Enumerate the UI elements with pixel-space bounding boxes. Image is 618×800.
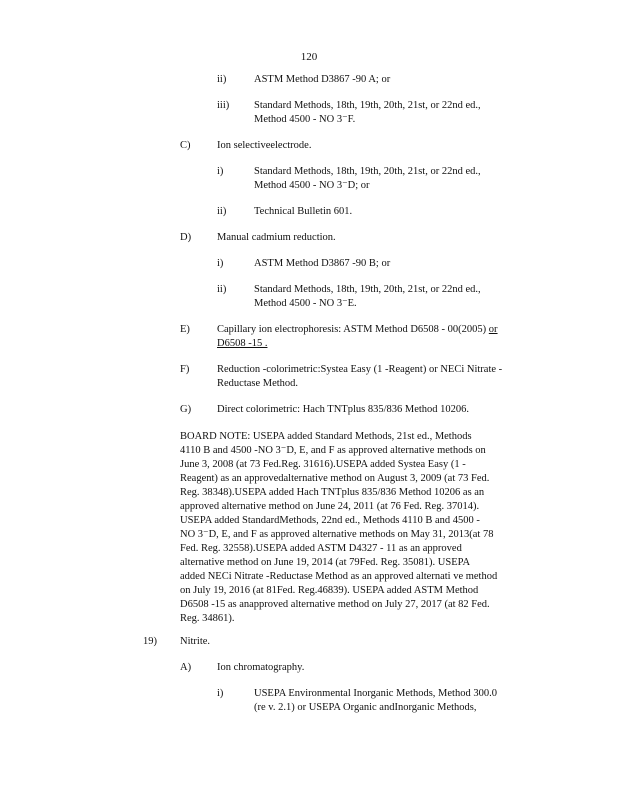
item-line: Method 4500 - NO 3⁻E. xyxy=(254,298,357,309)
item-line: Reductase Method. xyxy=(217,378,299,389)
item-label: ii) xyxy=(217,284,227,295)
section-heading xyxy=(217,323,575,351)
page-number: 120 xyxy=(300,51,318,63)
board-note-line: on July 19, 2016 (at 81Fed. Reg.46839). USEPA added ASTM Method xyxy=(180,585,479,596)
item-text xyxy=(254,205,566,219)
item-line: Standard Methods, 18th, 19th, 20th, 21st, or 22nd ed., xyxy=(254,166,481,177)
board-note-line: Reg. 38348).USEPA added Hach TNTplus 835/836 Method 10206 as an xyxy=(180,487,485,498)
item-line: Standard Methods, 18th, 19th, 20th, 21st, or 22nd ed., xyxy=(254,100,481,111)
item-line: Technical Bulletin 601. xyxy=(254,206,353,217)
item-label: i) xyxy=(217,688,224,699)
section-heading xyxy=(217,403,575,417)
item-line: Manual cadmium reduction. xyxy=(217,232,336,243)
board-note xyxy=(180,430,542,626)
section-label: G) xyxy=(180,404,192,415)
board-note-line: Reagent) as an approvedalternative method on August 3, 2009 (at 73 Fed. xyxy=(180,473,490,484)
item-line: (re v. 2.1) or USEPA Organic andInorganic Methods, xyxy=(254,702,477,713)
inserted-text: D6508 -15 . xyxy=(217,338,268,349)
board-note-line: June 3, 2008 (at 73 Fed.Reg. 31616).USEPA added Systea Easy (1 - xyxy=(180,459,466,470)
item-text xyxy=(254,99,566,127)
item-label: ii) xyxy=(217,74,227,85)
board-note-line: BOARD NOTE: USEPA added Standard Methods, 21st ed., Methods xyxy=(180,431,472,442)
item-line: Method 4500 - NO 3⁻D; or xyxy=(254,180,370,191)
item-text xyxy=(254,257,566,271)
board-note-line: approved alternative method on June 24, 2011 (at 76 Fed. Reg. 37014). xyxy=(180,501,480,512)
item-label: i) xyxy=(217,166,224,177)
item-label: i) xyxy=(217,258,224,269)
section-heading xyxy=(217,661,529,675)
item-text xyxy=(254,165,566,193)
paragraph-heading xyxy=(180,635,492,649)
item-label: iii) xyxy=(217,100,230,111)
board-note-line: added NECi Nitrate -Reductase Method as an approved alternati ve method xyxy=(180,571,498,582)
board-note-line: USEPA added StandardMethods, 22nd ed., Methods 4110 B and 4500 - xyxy=(180,515,480,526)
item-line: Method 4500 - NO 3⁻F. xyxy=(254,114,356,125)
item-text xyxy=(254,283,566,311)
item-line: Nitrite. xyxy=(180,636,211,647)
section-label: E) xyxy=(180,324,190,335)
board-note-line: 4110 B and 4500 -NO 3⁻D, E, and F as approved alternative methods on xyxy=(180,445,486,456)
item-text-plain: Capillary ion electrophoresis: ASTM Method D6508 - 00(2005) xyxy=(217,324,489,335)
item-line: ASTM Method D3867 -90 A; or xyxy=(254,74,391,85)
item-line xyxy=(217,337,575,351)
section-label: A) xyxy=(180,662,192,673)
item-line: Direct colorimetric: Hach TNTplus 835/836 Method 10206. xyxy=(217,404,470,415)
section-heading xyxy=(217,139,529,153)
board-note-line: alternative method on June 19, 2014 (at 79Fed. Reg. 35081). USEPA xyxy=(180,557,471,568)
item-line: Reduction -colorimetric:Systea Easy (1 -Reagent) or NECi Nitrate - xyxy=(217,364,503,375)
item-line xyxy=(217,323,575,337)
item-line: Standard Methods, 18th, 19th, 20th, 21st, or 22nd ed., xyxy=(254,284,481,295)
item-line: ASTM Method D3867 -90 B; or xyxy=(254,258,391,269)
item-label: ii) xyxy=(217,206,227,217)
board-note-line: Fed. Reg. 32558).USEPA added ASTM D4327 - 11 as an approved xyxy=(180,543,462,554)
item-line: USEPA Environmental Inorganic Methods, Method 300.0 xyxy=(254,688,497,699)
item-line: Ion selectiveelectrode. xyxy=(217,140,312,151)
item-text xyxy=(254,687,566,715)
board-note-line: NO 3⁻D, E, and F as approved alternative methods on May 31, 2013(at 78 xyxy=(180,529,494,540)
section-label: F) xyxy=(180,364,190,375)
paragraph-label: 19) xyxy=(143,636,157,647)
section-heading xyxy=(217,231,529,245)
section-label: C) xyxy=(180,140,191,151)
board-note-line: D6508 -15 as anapproved alternative method on July 27, 2017 (at 82 Fed. xyxy=(180,599,490,610)
item-line: Ion chromatography. xyxy=(217,662,305,673)
board-note-line: Reg. 34861). xyxy=(180,613,235,624)
section-label: D) xyxy=(180,232,192,243)
section-heading xyxy=(217,363,575,391)
inserted-text: or xyxy=(488,324,498,335)
item-text xyxy=(254,73,566,87)
